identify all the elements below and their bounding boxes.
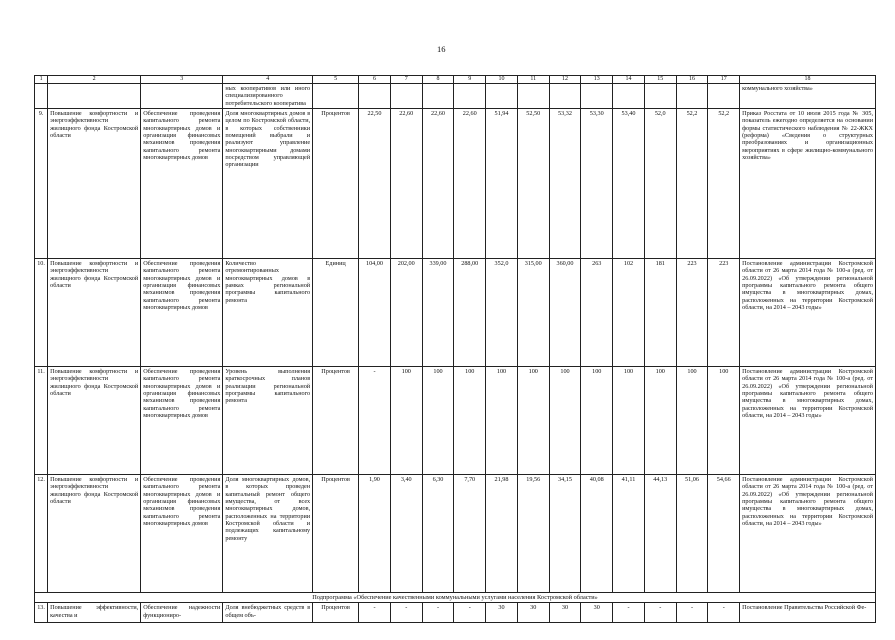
column-number: 1 — [35, 76, 48, 84]
subprogram-title: Подпрограмма «Обеспечение качественными коммунальными услугами населения Костромской области» — [35, 593, 876, 603]
source-cell: Постановление администрации Костромской области от 26 марта 2014 года № 100-а (ред. от 26.09.2022) «Об утверждении региональной программы капитального ремонта общего имущества в многоквартирных домах, расположенных на территории Костромской области, на 2014 – 2043 годы» — [740, 475, 876, 593]
value-cell: - — [676, 603, 708, 623]
continuation-source: коммунального хозяйства» — [740, 84, 876, 109]
row-number: 9. — [35, 109, 48, 259]
value-cell: - — [359, 367, 391, 475]
value-cell: - — [613, 603, 645, 623]
task-cell: Обеспечение надежности функциониро- — [141, 603, 223, 623]
source-cell: Постановление администрации Костромской области от 26 марта 2014 года № 100-а (ред. от 26.09.2022) «Об утверждении региональной программы капитального ремонта общего имущества в многоквартирных домах, расположенных на территории Костромской области, на 2014 – 2043 годы» — [740, 367, 876, 475]
row-number: 13. — [35, 603, 48, 623]
value-cell: 360,00 — [549, 259, 581, 367]
value-cell: 22,60 — [422, 109, 454, 259]
value-cell: 54,66 — [708, 475, 740, 593]
value-cell: 100 — [708, 367, 740, 475]
value-cell: 100 — [517, 367, 549, 475]
value-cell: 100 — [644, 367, 676, 475]
column-number: 12 — [549, 76, 581, 84]
page-number: 16 — [437, 44, 446, 54]
task-cell: Обеспечение проведения капитального ремонта многоквартирных домов и организация финансовых механизмов проведения капитального ремонта многоквартирных домов — [141, 259, 223, 367]
continuation-row — [35, 84, 876, 109]
value-cell: 41,11 — [613, 475, 645, 593]
indicators-table — [34, 75, 876, 623]
value-cell: 352,0 — [486, 259, 518, 367]
source-cell: Постановление Правительства Российской Фе- — [740, 603, 876, 623]
column-number: 6 — [359, 76, 391, 84]
value-cell: 22,50 — [359, 109, 391, 259]
unit-cell: Процентов — [313, 367, 359, 475]
column-number: 13 — [581, 76, 613, 84]
indicator-cell: Доля многоквартирных домов, в которых проведен капитальный ремонт общего имущества, от всех многоквартирных домов, расположенных на территории Костромской области и подлежащих капитальному ремонту — [223, 475, 313, 593]
value-cell: 53,32 — [549, 109, 581, 259]
value-cell: 100 — [454, 367, 486, 475]
value-cell: 22,60 — [454, 109, 486, 259]
unit-cell: Процентов — [313, 475, 359, 593]
continuation-indicator: ных кооперативов или иного специализированного потребительского кооператива — [223, 84, 313, 109]
value-cell: 6,30 — [422, 475, 454, 593]
value-cell: - — [708, 603, 740, 623]
value-cell: - — [454, 603, 486, 623]
task-cell: Обеспечение проведения капитального ремонта многоквартирных домов и организация финансовых механизмов проведения капитального ремонта многоквартирных домов — [141, 367, 223, 475]
subprogram-row — [35, 593, 876, 603]
column-number: 16 — [676, 76, 708, 84]
value-cell: 100 — [486, 367, 518, 475]
indicator-cell: Количество отремонтированных многоквартирных домов в рамках региональной программы капитального ремонта — [223, 259, 313, 367]
indicator-cell: Уровень выполнения краткосрочных планов реализации региональной программы капитального ремонта — [223, 367, 313, 475]
value-cell: 223 — [676, 259, 708, 367]
value-cell: 53,40 — [613, 109, 645, 259]
value-cell: 52,50 — [517, 109, 549, 259]
value-cell: 30 — [517, 603, 549, 623]
value-cell: 52,2 — [676, 109, 708, 259]
table-row — [35, 259, 876, 367]
table-row — [35, 109, 876, 259]
value-cell: 21,98 — [486, 475, 518, 593]
column-number-row — [35, 76, 876, 84]
value-cell: - — [359, 603, 391, 623]
value-cell: 104,00 — [359, 259, 391, 367]
value-cell: 315,00 — [517, 259, 549, 367]
table-row — [35, 475, 876, 593]
unit-cell: Процентов — [313, 603, 359, 623]
value-cell: 100 — [549, 367, 581, 475]
value-cell: 53,30 — [581, 109, 613, 259]
value-cell: 44,13 — [644, 475, 676, 593]
goal-cell: Повышение комфортности и энергоэффективности жилищного фонда Костромской области — [48, 109, 141, 259]
unit-cell: Процентов — [313, 109, 359, 259]
value-cell: - — [390, 603, 422, 623]
value-cell: 100 — [613, 367, 645, 475]
value-cell: 30 — [486, 603, 518, 623]
row-number: 11. — [35, 367, 48, 475]
value-cell: 339,00 — [422, 259, 454, 367]
column-number: 14 — [613, 76, 645, 84]
value-cell: 102 — [613, 259, 645, 367]
value-cell: 181 — [644, 259, 676, 367]
value-cell: 202,00 — [390, 259, 422, 367]
value-cell: 34,15 — [549, 475, 581, 593]
column-number: 18 — [740, 76, 876, 84]
value-cell: 100 — [581, 367, 613, 475]
value-cell: 100 — [390, 367, 422, 475]
column-number: 4 — [223, 76, 313, 84]
column-number: 8 — [422, 76, 454, 84]
value-cell: - — [422, 603, 454, 623]
column-number: 2 — [48, 76, 141, 84]
column-number: 11 — [517, 76, 549, 84]
value-cell: 223 — [708, 259, 740, 367]
table-row — [35, 367, 876, 475]
source-cell: Приказ Росстата от 10 июля 2015 года № 305, показатель ежегодно определяется на основании формы статистического наблюдения № 22-ЖКХ (реформа) «Сведения о структурных преобразованиях и организационных мероприятиях в сфере жилищно-коммунального хозяйства» — [740, 109, 876, 259]
goal-cell: Повышение эффективности, качества и — [48, 603, 141, 623]
column-number: 5 — [313, 76, 359, 84]
column-number: 17 — [708, 76, 740, 84]
table-row — [35, 603, 876, 623]
indicator-cell: Доля внебюджетных средств в общем объ- — [223, 603, 313, 623]
task-cell: Обеспечение проведения капитального ремонта многоквартирных домов и организация финансовых механизмов проведения капитального ремонта многоквартирных домов — [141, 109, 223, 259]
source-cell: Постановление администрации Костромской области от 26 марта 2014 года № 100-а (ред. от 26.09.2022) «Об утверждении региональной программы капитального ремонта общего имущества в многоквартирных домах, расположенных на территории Костромской области, на 2014 – 2043 годы» — [740, 259, 876, 367]
indicator-cell: Доля многоквартирных домов в целом по Костромской области, в которых собственники помещений выбрали и реализуют управление многоквартирными домами посредством управляющей организации — [223, 109, 313, 259]
value-cell: 52,0 — [644, 109, 676, 259]
value-cell: 52,2 — [708, 109, 740, 259]
value-cell: 22,60 — [390, 109, 422, 259]
column-number: 10 — [486, 76, 518, 84]
column-number: 7 — [390, 76, 422, 84]
value-cell: 3,40 — [390, 475, 422, 593]
value-cell: 263 — [581, 259, 613, 367]
column-number: 9 — [454, 76, 486, 84]
value-cell: 51,06 — [676, 475, 708, 593]
row-number: 12. — [35, 475, 48, 593]
value-cell: 1,90 — [359, 475, 391, 593]
row-number: 10. — [35, 259, 48, 367]
column-number: 15 — [644, 76, 676, 84]
task-cell: Обеспечение проведения капитального ремонта многоквартирных домов и организация финансовых механизмов проведения капитального ремонта многоквартирных домов — [141, 475, 223, 593]
value-cell: 7,70 — [454, 475, 486, 593]
value-cell: 30 — [549, 603, 581, 623]
value-cell: 19,56 — [517, 475, 549, 593]
goal-cell: Повышение комфортности и энергоэффективности жилищного фонда Костромской области — [48, 259, 141, 367]
table-body — [35, 76, 876, 623]
value-cell: 100 — [422, 367, 454, 475]
value-cell: - — [644, 603, 676, 623]
value-cell: 51,94 — [486, 109, 518, 259]
goal-cell: Повышение комфортности и энергоэффективности жилищного фонда Костромской области — [48, 475, 141, 593]
goal-cell: Повышение комфортности и энергоэффективности жилищного фонда Костромской области — [48, 367, 141, 475]
value-cell: 288,00 — [454, 259, 486, 367]
value-cell: 30 — [581, 603, 613, 623]
value-cell: 100 — [676, 367, 708, 475]
unit-cell: Единиц — [313, 259, 359, 367]
column-number: 3 — [141, 76, 223, 84]
value-cell: 40,08 — [581, 475, 613, 593]
